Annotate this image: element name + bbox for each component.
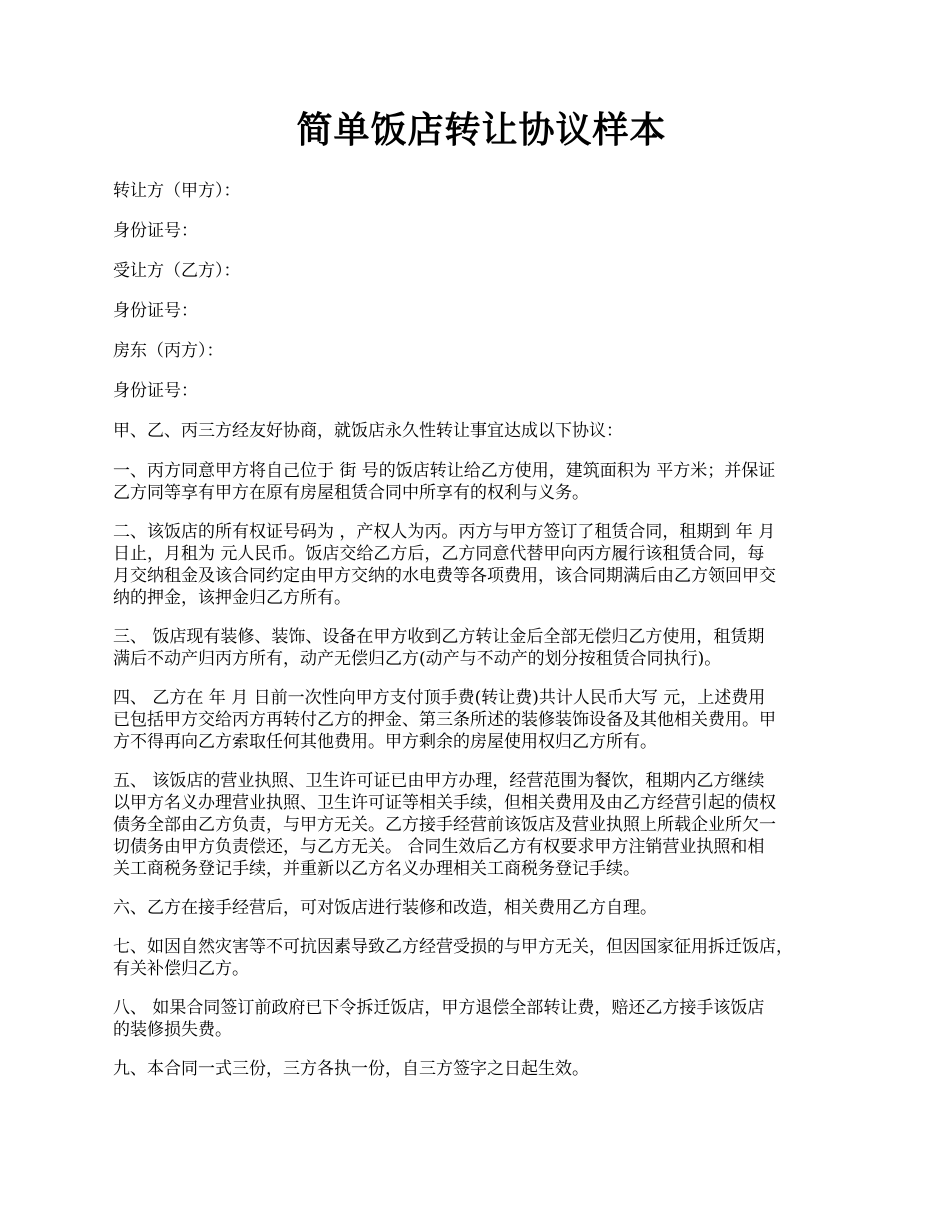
clause-line: 四、 乙方在 年 月 日前一次性向甲方支付顶手费(转让费)共计人民币大写 元，上述费用 [113, 688, 766, 708]
intro-paragraph: 甲、乙、丙三方经友好协商，就饭店永久性转让事宜达成以下协议： [113, 421, 623, 441]
landlord-id-field: 身份证号： [113, 381, 198, 401]
clause-5 [113, 770, 850, 880]
clause-1 [113, 460, 850, 504]
clause-line: 满后不动产归丙方所有，动产无偿归乙方(动产与不动产的划分按租赁合同执行)。 [113, 649, 722, 669]
clause-line: 有关补偿归乙方。 [113, 959, 249, 979]
clause-8 [113, 997, 850, 1041]
clause-6 [113, 897, 850, 919]
clause-line: 方不得再向乙方索取任何其他费用。甲方剩余的房屋使用权归乙方所有。 [113, 732, 657, 752]
clause-7 [113, 936, 850, 980]
clause-9 [113, 1058, 850, 1080]
clause-line: 以甲方名义办理营业执照、卫生许可证等相关手续，但相关费用及由乙方经营引起的债权 [113, 793, 776, 813]
clause-line: 关工商税务登记手续，并重新以乙方名义办理相关工商税务登记手续。 [113, 859, 640, 879]
clause-line: 一、丙方同意甲方将自己位于 街 号的饭店转让给乙方使用，建筑面积为 平方米；并保证 [113, 461, 776, 481]
clause-line: 纳的押金，该押金归乙方所有。 [113, 588, 351, 608]
transferor-id-field: 身份证号： [113, 221, 198, 241]
clause-line: 九、本合同一式三份，三方各执一份，自三方签字之日起生效。 [113, 1059, 589, 1079]
transferee-field: 受让方（乙方）： [113, 261, 241, 281]
clause-3 [113, 626, 850, 670]
clause-line: 七、如因自然灾害等不可抗因素导致乙方经营受损的与甲方无关，但因国家征用拆迁饭店， [113, 937, 793, 957]
clause-line: 八、 如果合同签订前政府已下令拆迁饭店，甲方退偿全部转让费，赔还乙方接手该饭店 [113, 998, 765, 1018]
clause-2 [113, 521, 850, 609]
clause-line: 已包括甲方交给丙方再转付乙方的押金、第三条所述的装修装饰设备及其他相关费用。甲 [113, 710, 776, 730]
clause-line: 三、 饭店现有装修、装饰、设备在甲方收到乙方转让金后全部无偿归乙方使用，租赁期 [113, 627, 765, 647]
clause-line: 切债务由甲方负责偿还，与乙方无关。 合同生效后乙方有权要求甲方注销营业执照和相 [113, 837, 765, 857]
clause-line: 二、该饭店的所有权证号码为 ，产权人为丙。丙方与甲方签订了租赁合同，租期到 年 月 [113, 522, 776, 542]
clause-line: 乙方同等享有甲方在原有房屋租赁合同中所享有的权利与义务。 [113, 483, 589, 503]
clause-line: 的装修损失费。 [113, 1020, 232, 1040]
clause-line: 六、乙方在接手经营后，可对饭店进行装修和改造，相关费用乙方自理。 [113, 898, 657, 918]
landlord-field: 房东（丙方）： [113, 341, 224, 361]
clause-line: 日止，月租为 元人民币。饭店交给乙方后，乙方同意代替甲向丙方履行该租赁合同，每 [113, 544, 765, 564]
clause-line: 五、 该饭店的营业执照、卫生许可证已由甲方办理，经营范围为餐饮，租期内乙方继续 [113, 771, 765, 791]
clause-4 [113, 687, 850, 753]
document-title: 简单饭店转让协议样本 [296, 109, 667, 151]
clause-line: 债务全部由乙方负责，与甲方无关。乙方接手经营前该饭店及营业执照上所载企业所欠一 [113, 815, 776, 835]
clause-line: 月交纳租金及该合同约定由甲方交纳的水电费等各项费用，该合同期满后由乙方领回甲交 [113, 566, 776, 586]
transferor-field: 转让方（甲方）： [113, 181, 241, 201]
transferee-id-field: 身份证号： [113, 301, 198, 321]
